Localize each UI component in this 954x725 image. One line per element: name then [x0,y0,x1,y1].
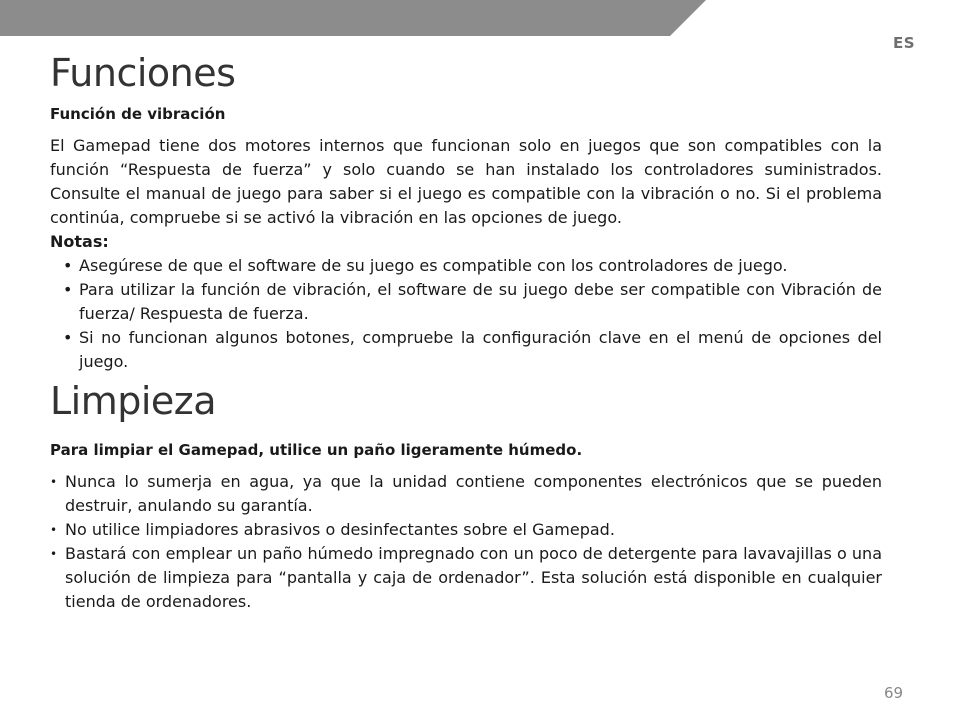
page-number: 69 [884,684,904,702]
list-item [50,542,882,614]
note-text: Para utilizar la función de vibración, el software de su juego debe ser compatible con Vibración de fuerza/ Respuesta de fuerza. [79,280,882,323]
list-item [50,518,882,542]
list-item [50,470,882,518]
section-title-funciones: Funciones [50,51,236,95]
cleaning-list [50,470,882,614]
cleaning-text: Nunca lo sumerja en agua, ya que la unidad contiene componentes electrónicos que se pueden destruir, anulando su garantía. [65,472,882,515]
list-item [50,254,882,278]
notes-list [50,254,882,374]
bullet-icon: • [50,547,58,561]
cleaning-text: Bastará con emplear un paño húmedo impregnado con un poco de detergente para lavavajillas o una solución de limpieza para “pantalla y caja de ordenador”. Esta solución está disponible en cualquier tienda de ordenadores. [65,544,882,611]
page-content [50,50,882,614]
bullet-icon: • [63,256,73,275]
vibration-heading: Función de vibración [50,105,226,123]
bullet-icon: • [50,523,58,537]
bullet-icon: • [63,280,73,299]
note-text: Asegúrese de que el software de su juego es compatible con los controladores de juego. [79,256,788,275]
cleaning-intro: Para limpiar el Gamepad, utilice un paño ligeramente húmedo. [50,441,583,459]
cleaning-text: No utilice limpiadores abrasivos o desinfectantes sobre el Gamepad. [65,520,615,539]
section-title-limpieza: Limpieza [50,379,217,423]
bullet-icon: • [63,328,73,347]
bullet-icon: • [50,475,58,489]
vibration-paragraph: El Gamepad tiene dos motores internos que funcionan solo en juegos que son compatibles con la función “Respuesta de fuerza” y solo cuando se han instalado los controladores suministrados. Consulte el manual de juego para saber si el juego es compatible con la vibración o no. Si el problema continúa, compruebe si se activó la vibración en las opciones de juego. [50,136,882,227]
list-item [50,326,882,374]
notes-label: Notas: [50,232,109,251]
note-text: Si no funcionan algunos botones, compruebe la configuración clave en el menú de opciones del juego. [79,328,882,371]
list-item [50,278,882,326]
header-bar [0,0,954,36]
language-code: ES [893,34,916,52]
